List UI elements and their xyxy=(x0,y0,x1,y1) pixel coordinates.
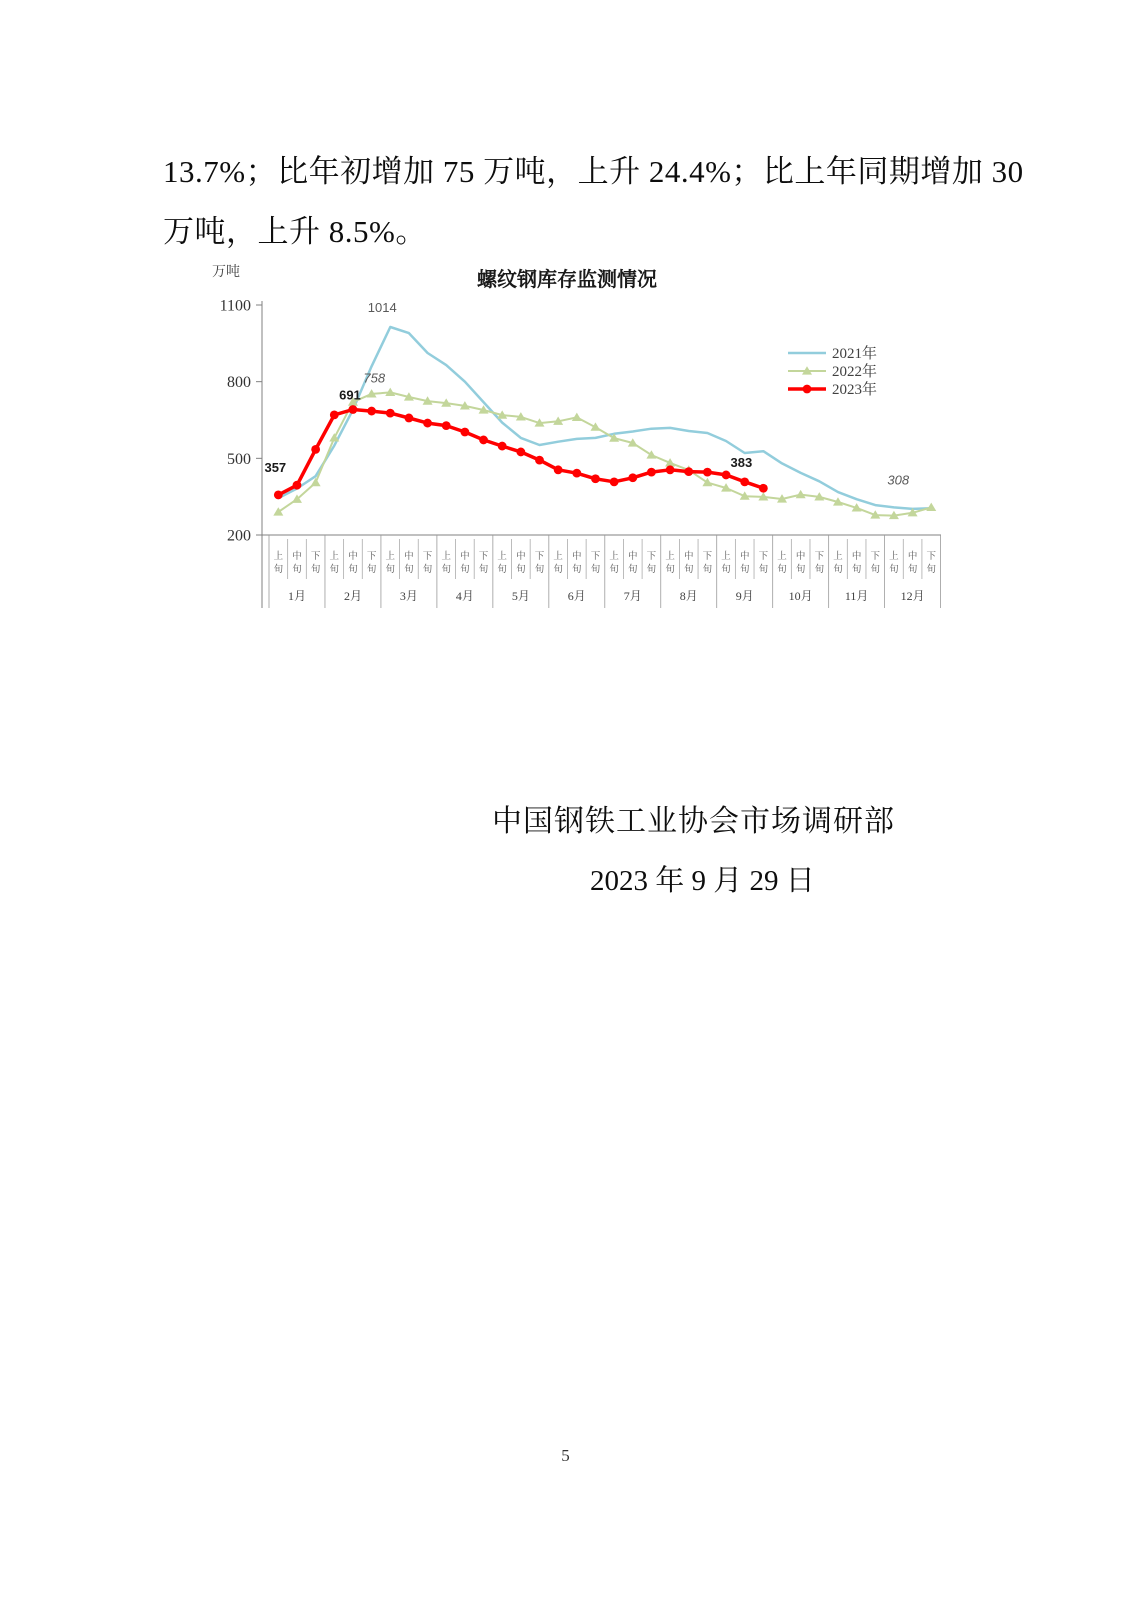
month-label: 4月 xyxy=(455,589,474,603)
month-label: 9月 xyxy=(735,589,754,603)
body-paragraph xyxy=(163,142,1023,262)
legend-entry xyxy=(788,344,877,362)
attribution-line: 中国钢铁工业协会市场调研部 xyxy=(492,805,895,838)
period-label: 旬 xyxy=(292,565,302,575)
period-label: 旬 xyxy=(907,565,918,575)
period-label: 旬 xyxy=(665,565,675,575)
series-marker-circle xyxy=(274,490,283,499)
series-marker-triangle xyxy=(926,503,936,511)
series-marker-circle xyxy=(405,414,414,423)
period-label: 旬 xyxy=(814,565,825,575)
period-label: 中 xyxy=(739,552,750,562)
legend-label: 2023年 xyxy=(832,382,878,398)
series-marker-circle xyxy=(759,484,768,493)
series-marker-circle xyxy=(367,407,376,416)
legend-entry xyxy=(788,380,877,398)
series-marker-circle xyxy=(535,456,544,465)
series-marker-circle xyxy=(498,442,507,451)
period-label: 旬 xyxy=(478,565,489,575)
period-label: 中 xyxy=(404,552,414,562)
month-label: 1月 xyxy=(287,589,306,603)
period-label: 上 xyxy=(609,552,619,562)
period-label: 中 xyxy=(516,552,526,562)
period-label: 上 xyxy=(273,552,284,562)
period-label: 旬 xyxy=(758,565,769,575)
series-marker-circle xyxy=(684,467,693,476)
month-label: 7月 xyxy=(623,589,642,603)
period-label: 上 xyxy=(441,552,451,562)
period-label: 中 xyxy=(683,552,694,562)
period-label: 旬 xyxy=(553,565,563,575)
period-label: 下 xyxy=(870,552,881,562)
series-marker-circle xyxy=(722,471,731,480)
series-marker-circle xyxy=(311,445,320,454)
period-label: 旬 xyxy=(516,565,526,575)
period-label: 下 xyxy=(478,552,489,562)
period-label: 旬 xyxy=(273,565,284,575)
month-label: 12月 xyxy=(900,589,925,603)
period-label: 上 xyxy=(385,552,396,562)
period-label: 旬 xyxy=(497,565,507,575)
period-label: 旬 xyxy=(833,565,843,575)
period-label: 中 xyxy=(795,552,806,562)
period-label: 旬 xyxy=(441,565,451,575)
legend-label: 2021年 xyxy=(832,346,878,362)
chart-point-labels xyxy=(264,300,909,487)
period-label: 旬 xyxy=(926,565,937,575)
month-label: 5月 xyxy=(511,589,530,603)
legend-label: 2022年 xyxy=(832,364,878,380)
period-label: 旬 xyxy=(739,565,750,575)
month-label: 11月 xyxy=(844,589,869,603)
period-label: 中 xyxy=(460,552,470,562)
period-label: 上 xyxy=(329,552,340,562)
series-marker-circle xyxy=(572,469,581,478)
data-label: 383 xyxy=(730,455,753,471)
period-label: 下 xyxy=(534,552,545,562)
period-label: 上 xyxy=(833,552,843,562)
period-label: 下 xyxy=(758,552,769,562)
period-label: 旬 xyxy=(795,565,806,575)
month-label: 6月 xyxy=(567,589,586,603)
inventory-chart xyxy=(195,248,965,628)
period-label: 旬 xyxy=(310,565,321,575)
period-label: 中 xyxy=(572,552,582,562)
inventory-chart-container xyxy=(195,248,965,628)
period-label: 旬 xyxy=(609,565,619,575)
series-marker-circle xyxy=(330,410,339,419)
series-marker-circle xyxy=(554,465,563,474)
period-label: 下 xyxy=(702,552,713,562)
page-number: 5 xyxy=(561,1446,570,1465)
period-label: 中 xyxy=(907,552,918,562)
chart-unit-label: 万吨 xyxy=(212,265,240,280)
series-marker-circle xyxy=(591,474,600,483)
series-marker-circle xyxy=(740,477,749,486)
data-label: 357 xyxy=(264,459,287,475)
period-label: 中 xyxy=(292,552,302,562)
period-label: 下 xyxy=(646,552,657,562)
month-label: 10月 xyxy=(788,589,813,603)
period-label: 下 xyxy=(590,552,601,562)
document-date: 2023 年 9 月 29 日 xyxy=(590,865,815,897)
period-label: 旬 xyxy=(870,565,881,575)
month-label: 3月 xyxy=(399,589,418,603)
period-label: 旬 xyxy=(404,565,414,575)
period-label: 上 xyxy=(777,552,787,562)
series-marker-circle xyxy=(386,409,395,418)
series-marker-circle xyxy=(516,448,525,457)
period-label: 旬 xyxy=(721,565,731,575)
period-label: 旬 xyxy=(777,565,787,575)
month-label: 2月 xyxy=(343,589,362,603)
series-marker-circle xyxy=(479,436,488,445)
period-label: 上 xyxy=(721,552,731,562)
period-label: 上 xyxy=(497,552,507,562)
period-label: 下 xyxy=(814,552,825,562)
period-label: 旬 xyxy=(683,565,694,575)
y-tick-label: 500 xyxy=(227,450,251,468)
period-label: 上 xyxy=(889,552,899,562)
y-tick-label: 800 xyxy=(227,374,251,392)
period-label: 旬 xyxy=(572,565,582,575)
period-label: 上 xyxy=(553,552,563,562)
period-label: 旬 xyxy=(329,565,340,575)
y-tick-label: 200 xyxy=(227,527,251,545)
series-marker-circle xyxy=(703,468,712,477)
period-label: 旬 xyxy=(460,565,470,575)
period-label: 旬 xyxy=(646,565,657,575)
period-label: 中 xyxy=(628,552,638,562)
paragraph-line-2: 万吨，上升 8.5%。 xyxy=(163,214,427,249)
period-label: 中 xyxy=(851,552,862,562)
period-label: 旬 xyxy=(628,565,638,575)
period-label: 旬 xyxy=(851,565,862,575)
series-marker-circle xyxy=(293,481,302,490)
data-label: 1014 xyxy=(367,299,397,315)
data-label: 308 xyxy=(887,472,910,488)
series-marker-circle xyxy=(628,473,637,482)
series-marker-circle xyxy=(460,428,469,437)
period-label: 旬 xyxy=(534,565,545,575)
period-label: 上 xyxy=(665,552,675,562)
chart-legend xyxy=(788,344,877,398)
legend-entry xyxy=(788,362,877,380)
period-label: 旬 xyxy=(422,565,433,575)
chart-title: 螺纹钢库存监测情况 xyxy=(477,269,657,291)
data-label: 758 xyxy=(363,370,386,386)
series-marker-circle xyxy=(647,468,656,477)
period-label: 旬 xyxy=(590,565,601,575)
y-tick-label: 1100 xyxy=(219,297,251,315)
period-label: 旬 xyxy=(366,565,377,575)
series-marker-circle xyxy=(423,419,432,428)
period-label: 旬 xyxy=(702,565,713,575)
series-marker-circle xyxy=(349,405,358,414)
paragraph-line-1: 13.7%；比年初增加 75 万吨，上升 24.4%；比上年同期增加 30 xyxy=(163,154,1024,189)
series-marker-circle xyxy=(666,465,675,474)
data-label: 691 xyxy=(339,387,361,403)
legend-marker-circle xyxy=(803,385,812,394)
period-label: 下 xyxy=(366,552,377,562)
period-label: 下 xyxy=(422,552,433,562)
series-marker-triangle xyxy=(590,422,600,430)
period-label: 旬 xyxy=(385,565,396,575)
period-label: 旬 xyxy=(889,565,899,575)
series-marker-triangle xyxy=(572,413,582,421)
series-marker-triangle xyxy=(646,450,656,458)
series-marker-circle xyxy=(442,421,451,430)
period-label: 旬 xyxy=(348,565,358,575)
period-label: 下 xyxy=(310,552,321,562)
period-label: 中 xyxy=(348,552,358,562)
period-label: 下 xyxy=(926,552,937,562)
month-label: 8月 xyxy=(679,589,698,603)
series-marker-circle xyxy=(610,477,619,486)
